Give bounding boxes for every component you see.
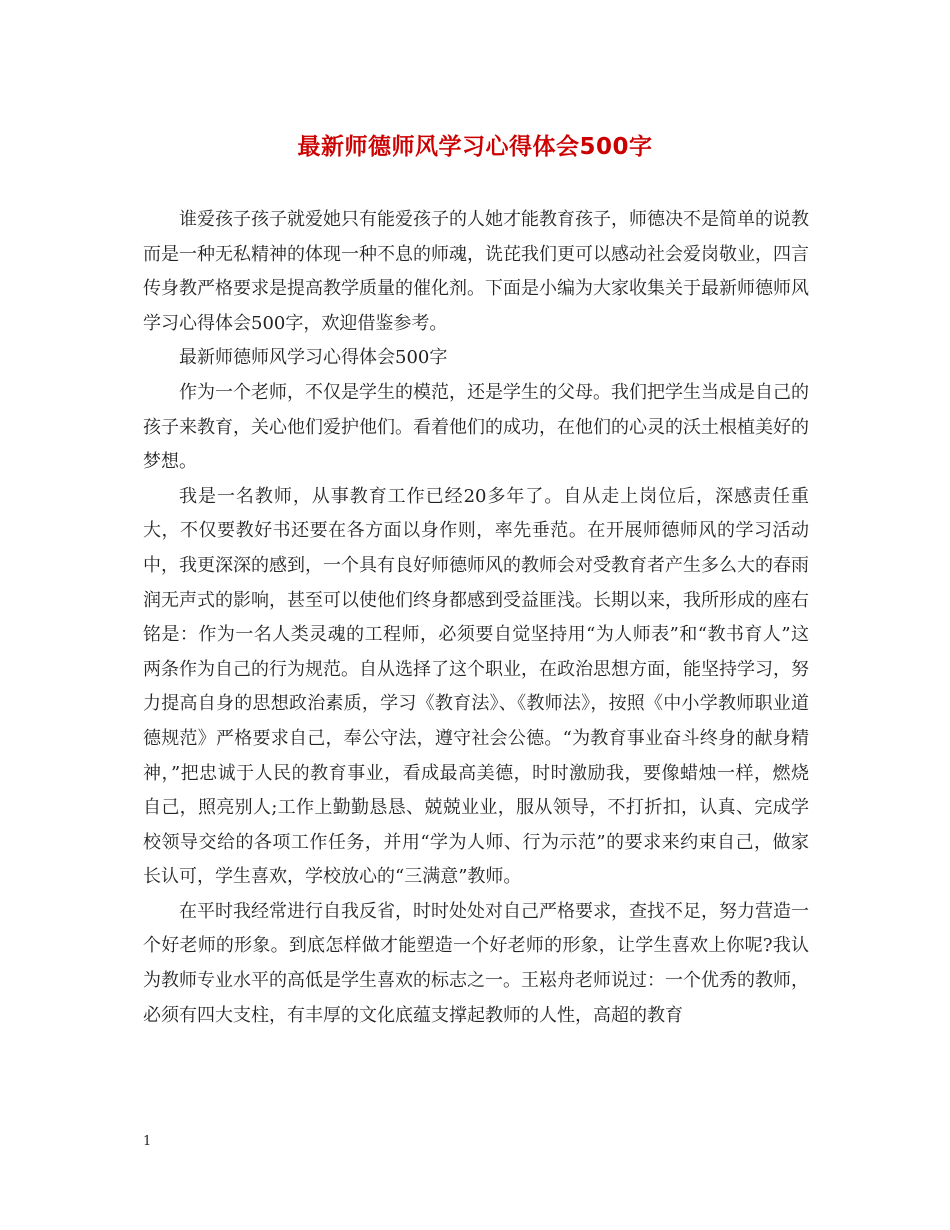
document-title: 最新师德师风学习心得体会500字 — [297, 134, 653, 160]
document-body — [143, 203, 809, 1033]
body-paragraph: 在平时我经常进行自我反省，时时处处对自己严格要求，查找不足，努力营造一个好老师的形象。到底怎样做才能塑造一个好老师的形象，让学生喜欢上你呢?我认为教师专业水平的高低是学生喜欢的标志之一。王崧舟老师说过：一个优秀的教师，必须有四大支柱，有丰厚的文化底蕴支撑起教师的人性，高超的教育 — [143, 900, 809, 1026]
body-paragraph: 我是一名教师，从事教育工作已经20多年了。自从走上岗位后，深感责任重大，不仅要教好书还要在各方面以身作则，率先垂范。在开展师德师风的学习活动中，我更深深的感到，一个具有良好师德师风的教师会对受教育者产生多么大的春雨润无声式的影响，甚至可以使他们终身都感到受益匪浅。长期以来，我所形成的座右铭是：作为一名人类灵魂的工程师，必须要自觉坚持用“为人师表”和“教书育人”这两条作为自己的行为规范。自从选择了这个职业，在政治思想方面，能坚持学习，努力提高自身的思想政治素质，学习《教育法》、《教师法》，按照《中小学教师职业道德规范》严格要求自己，奉公守法，遵守社会公德。“为教育事业奋斗终身的献身精神，”把忠诚于人民的教育事业，看成最高美德，时时激励我，要像蜡烛一样，燃烧自己，照亮别人;工作上勤勤恳恳、兢兢业业，服从领导，不打折扣，认真、完成学校领导交给的各项工作任务，并用“学为人师、行为示范”的要求来约束自己，做家长认可，学生喜欢，学校放心的“三满意”教师。 — [143, 485, 809, 888]
section-heading: 最新师德师风学习心得体会500字 — [179, 347, 448, 369]
body-paragraph: 作为一个老师，不仅是学生的模范，还是学生的父母。我们把学生当成是自己的孩子来教育，关心他们爱护他们。看着他们的成功，在他们的心灵的沃土根植美好的梦想。 — [143, 381, 809, 473]
page-number: 1 — [143, 1134, 152, 1149]
intro-paragraph: 谁爱孩子孩子就爱她只有能爱孩子的人她才能教育孩子，师德决不是简单的说教而是一种无私精神的体现一种不息的师魂，诜芘我们更可以感动社会爱岗敬业，四言传身教严格要求是提高教学质量的催化剂。下面是小编为大家收集关于最新师德师风学习心得体会500字，欢迎借鉴参考。 — [143, 209, 809, 334]
